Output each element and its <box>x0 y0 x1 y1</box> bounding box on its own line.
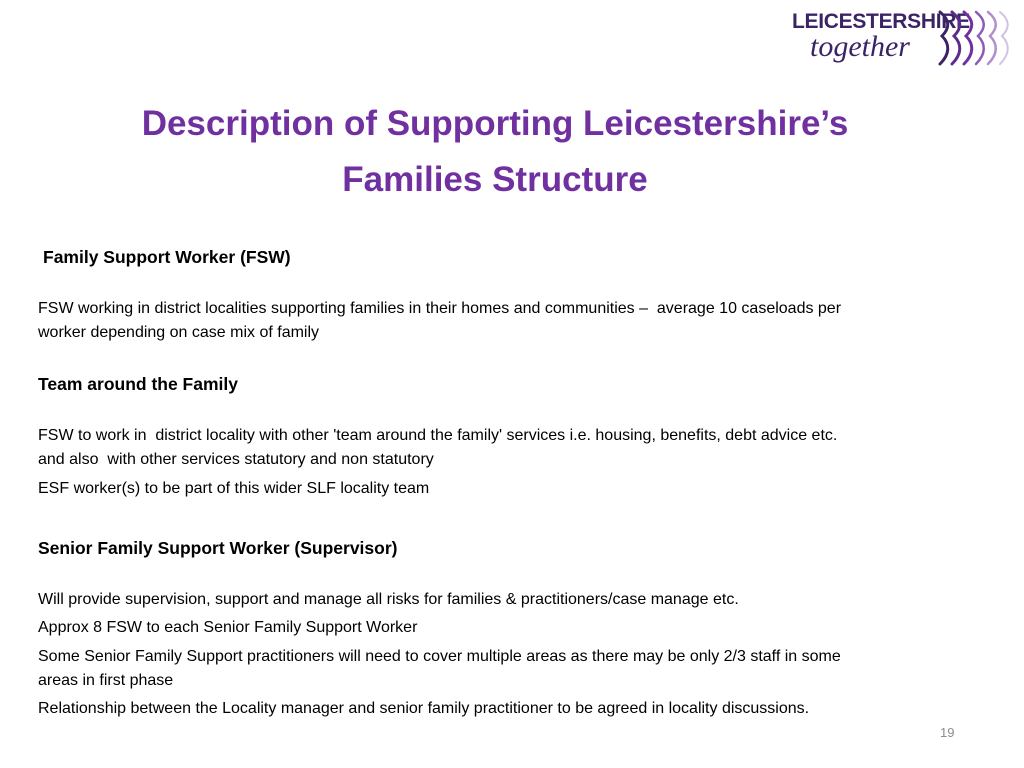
team-paragraph-line-2: and also with other services statutory and non statutory <box>38 451 434 468</box>
team-paragraph-2: ESF worker(s) to be part of this wider SLF locality team <box>38 480 430 497</box>
team-heading: Team around the Family <box>38 374 238 394</box>
senior-paragraph-2: Approx 8 FSW to each Senior Family Support Worker <box>38 619 418 636</box>
senior-paragraph-3-line-2: areas in first phase <box>38 672 174 689</box>
fsw-heading: Family Support Worker (FSW) <box>43 247 291 267</box>
logo-word-leicestershire: LEICESTERSHIRE <box>792 10 970 33</box>
senior-paragraph-3-line-1: Some Senior Family Support practitioners will need to cover multiple areas as there may be only 2/3 staff in some <box>38 648 841 665</box>
senior-paragraph-4: Relationship between the Locality manager and senior family practitioner to be agreed in locality discussions. <box>38 700 810 717</box>
team-paragraph-line-1: FSW to work in district locality with other 'team around the family' services i.e. housing, benefits, debt advice etc. <box>38 427 838 444</box>
slide-title-line-2: Families Structure <box>342 160 648 199</box>
page-number: 19 <box>940 725 955 740</box>
fsw-paragraph-line-1: FSW working in district localities supporting families in their homes and communities – average 10 caseloads per <box>38 300 842 317</box>
fsw-paragraph-line-2: worker depending on case mix of family <box>38 324 320 341</box>
senior-paragraph-1: Will provide supervision, support and manage all risks for families & practitioners/case manage etc. <box>38 591 739 608</box>
slide-title-line-1: Description of Supporting Leicestershire’s <box>141 104 849 143</box>
logo-word-together: together <box>810 30 910 63</box>
senior-heading: Senior Family Support Worker (Supervisor) <box>38 538 398 558</box>
